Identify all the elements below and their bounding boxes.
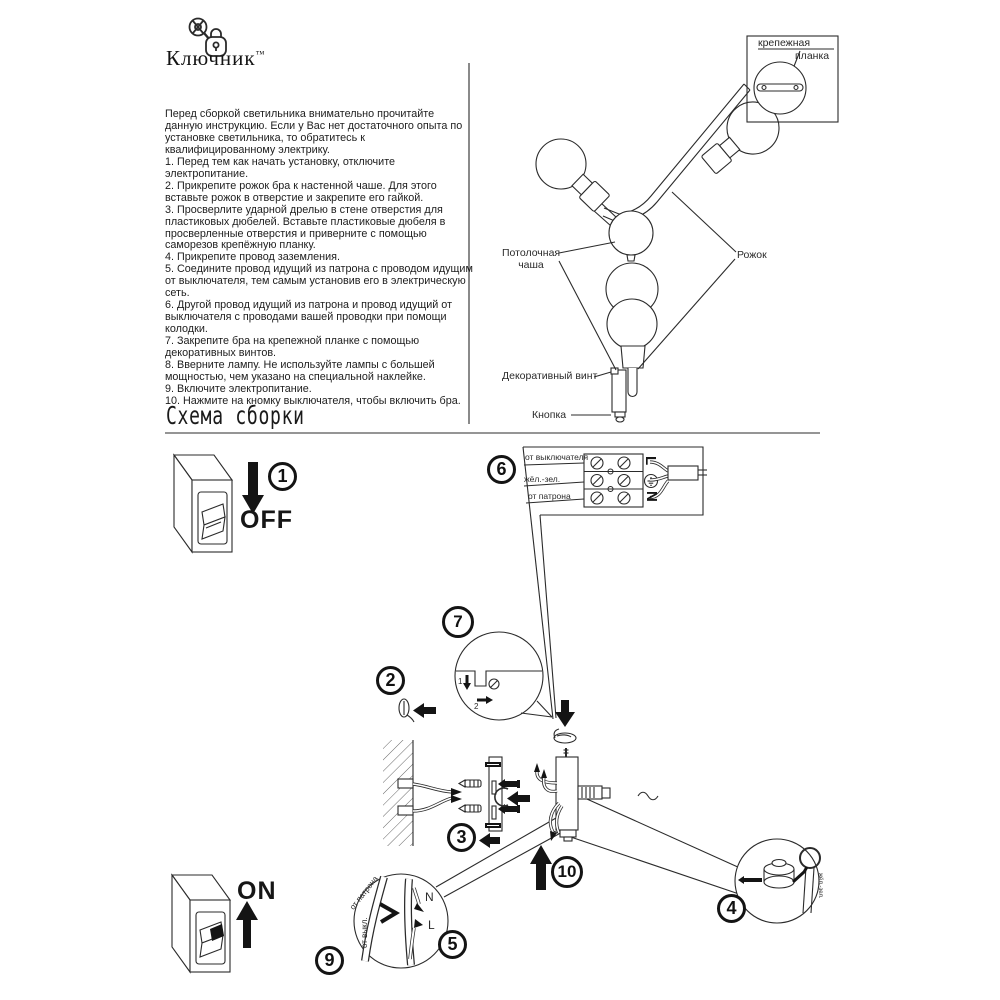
instruction-line: саморезов крепёжную планку. [165,239,316,252]
step-badge-4: 4 [717,894,746,923]
step-badge-5: 5 [438,930,467,959]
instruction-line: 8. Вверните лампу. Не используйте лампы с большей [165,359,435,372]
arrow-up-on [236,901,258,948]
arrow-left-step3 [479,833,500,848]
instruction-line: декоративных винтов. [165,347,277,360]
label-mounting-plate-1: крепежная [758,37,811,49]
label-detail5-from-socket: от патрона [348,874,380,912]
arrow-left-plate [507,791,530,806]
step-badge-1: 1 [268,462,297,491]
instruction-line: 7. Закрепите бра на крепежной планке с помощью [165,335,420,348]
instruction-line: 1. Перед тем как начать установку, отключите [165,155,396,168]
label-terminal-L: L [642,456,659,466]
instructions-text [165,109,477,408]
wall-section [383,740,413,846]
step-badge-3: 3 [447,823,476,852]
step-badge-9: 9 [315,946,344,975]
logo-name: Ключник [166,46,256,70]
step-badge-6: 6 [487,455,516,484]
wiring-inset [523,447,707,719]
step-badge-10: 10 [551,856,583,888]
section-title: Схема сборки [166,401,305,430]
instruction-line: Перед сборкой светильника внимательно прочитайте [165,108,435,120]
label-ceiling-cup-2: чаша [518,259,544,271]
leader-ceiling-cup [559,242,615,253]
leader-ceiling-cup-2 [559,261,616,370]
instruction-line: колодки. [165,323,208,336]
detail-keyhole [455,632,552,720]
trademark-symbol: ™ [255,49,266,59]
arrow-left-step2 [413,703,436,718]
leader-horn [672,192,736,252]
instruction-line: мощностью, чем указано на специальной наклейке. [165,370,426,383]
label-ceiling-cup-1: Потолочная [502,247,561,259]
label-horn: Рожок [737,249,767,261]
instruction-line: установке светильника, то обратитесь к [165,131,365,144]
label-detail5-N: N [425,890,434,904]
label-button: Кнопка [532,409,567,421]
sconce-backplate [534,757,610,841]
dowels [459,780,481,812]
mounting-strip [485,757,502,831]
decorative-nut [554,729,576,757]
label-off: OFF [240,506,293,534]
instruction-line: от выключателя, тем самым установив его в электрическую [165,275,466,288]
leader-detail4-a [578,795,740,868]
power-switch-off [174,455,232,552]
label-detail5-from-switch: от выкл. [360,917,369,948]
label-detail4-wire: жёл.-зел. [817,873,823,899]
label-detail7-1: 1 [458,677,463,686]
instruction-line: данную инструкцию. Если у Вас нет достаточного опыта по [165,119,463,132]
instruction-line: 2. Прикрепите рожок бра к настенной чаше. Для этого [165,179,437,192]
label-decorative-screw: Декоративный винт [502,370,598,382]
arrow-up-step10 [530,845,552,890]
instruction-line: 3. Просверлите ударной дрелью в стене отверстия для [165,203,443,216]
label-terminal-N: N [643,491,660,502]
nut-icon [399,699,414,722]
label-detail5-L: L [428,918,435,932]
leader-detail4-b [553,831,742,895]
detail-ground [735,839,820,923]
label-detail7-2: 2 [474,702,479,711]
instruction-line: сеть. [165,287,190,300]
label-on: ON [237,877,277,905]
instruction-line: 6. Другой провод идущий из патрона и провод идущий от [165,299,453,312]
instruction-line: просверленные отверстия и приверните с помощью [165,227,427,240]
instruction-line: 5. Соедините провод идущий из патрона с проводом идущим [165,263,473,276]
instruction-line: 4. Прикрепите провод заземления. [165,251,341,264]
instruction-line: вставьте рожок в отверстие и закрепите его гайкой. [165,191,424,204]
instruction-line: электропитание. [165,167,249,180]
squiggle [638,792,658,800]
step-badge-2: 2 [376,666,405,695]
instruction-line: 10. Нажмите на кномку выключателя, чтобы включить бра. [165,394,461,407]
instruction-line: 9. Включите электропитание. [165,382,312,395]
instruction-line: пластиковых дюбелей. Вставьте пластиковые дюбеля в [165,215,446,228]
label-mounting-plate-2: планка [795,50,830,62]
label-from-switch: от выключателя [525,452,589,462]
supply-wires [413,784,462,811]
label-from-socket: от патрона [528,491,571,501]
step-badge-7: 7 [442,606,474,638]
arrow-down-nut [555,700,575,727]
instruction-line: квалифицированному электрику. [165,143,330,156]
power-switch-on [172,875,230,972]
logo [166,48,265,69]
label-yellow-green: жёл.-зел. [524,474,561,484]
instruction-line: выключателя с проводами вашей проводки при помощи [165,311,447,324]
